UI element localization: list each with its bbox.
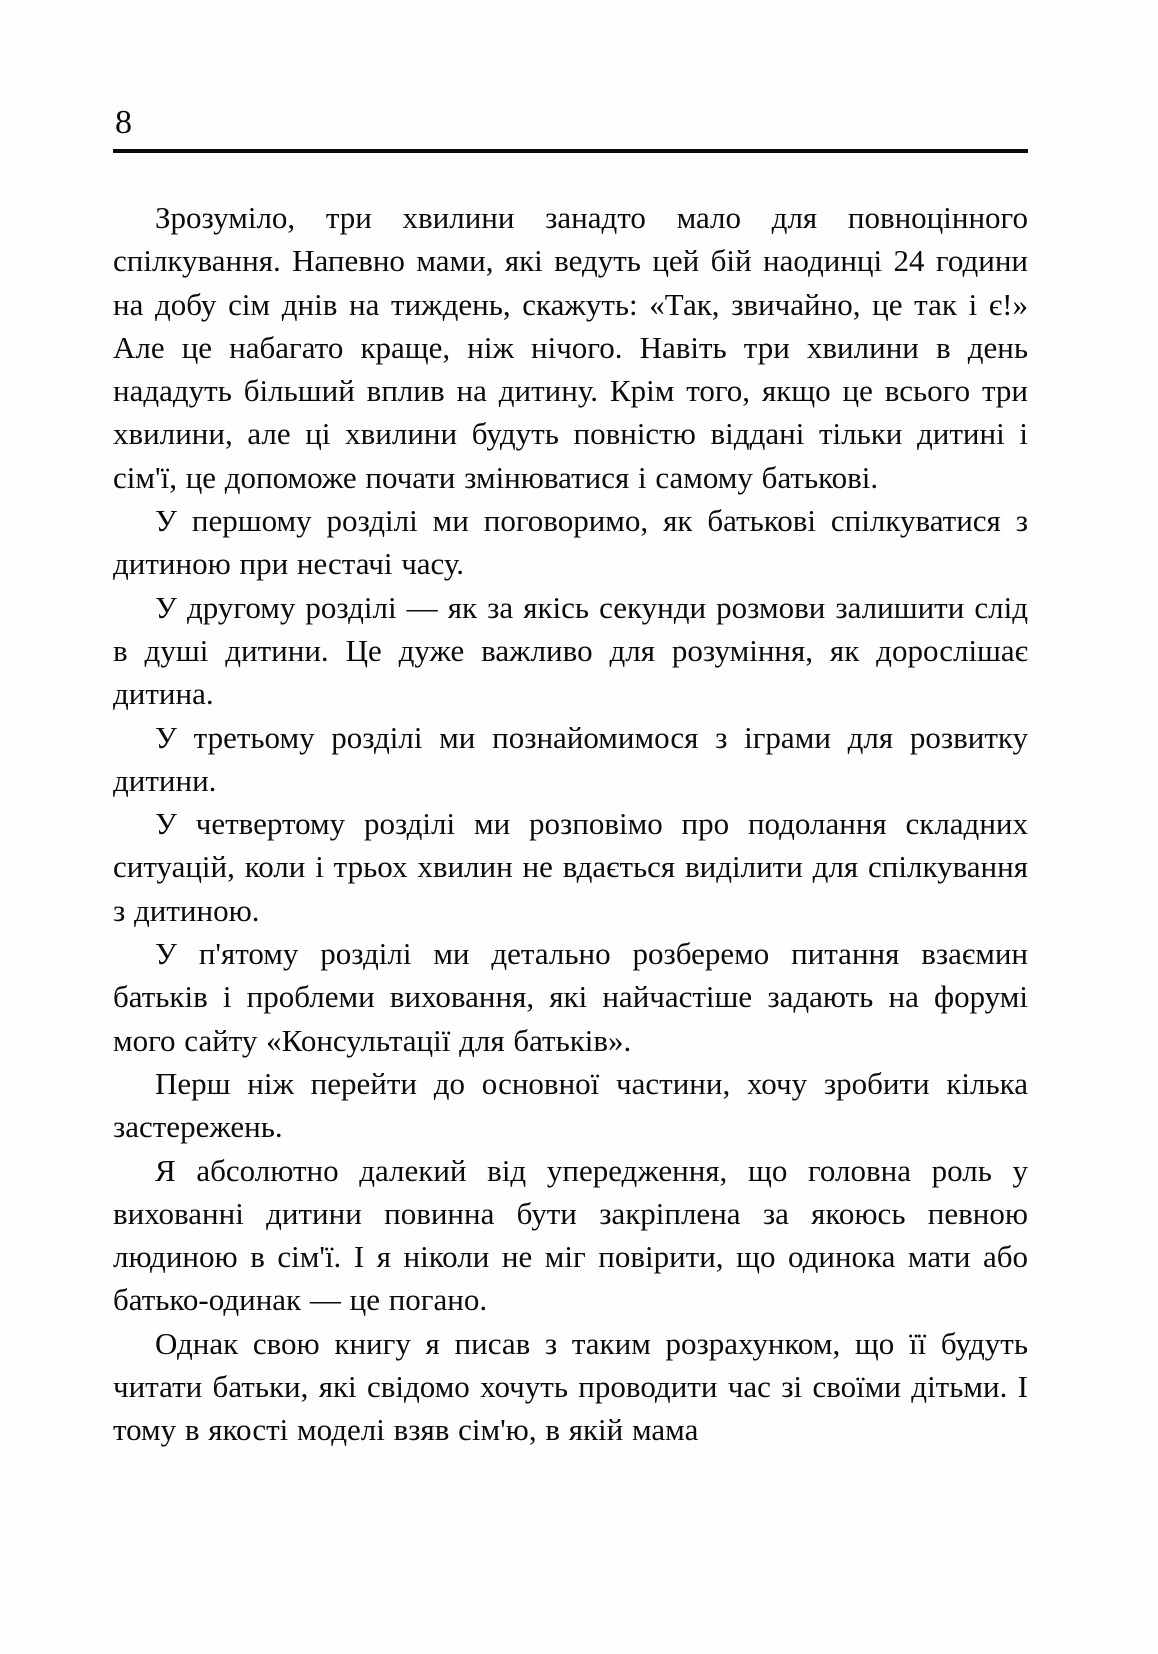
paragraph-intro: Зрозуміло, три хвилини занадто мало для повноцінного спілкування. Напевно мами, які ведуть цей бій наодинці 24 години на добу сім днів на тиждень, скажуть: «Так, звичайно, це так і є!» Але це набагато краще, ніж нічого. Навіть три хвилини в день нададуть більший вплив на дитину. Крім того, якщо це всього три хвилини, але ці хвилини будуть повністю віддані тільки дитині і сім'ї, це допоможе почати змінюватися і самому батькові. [113,200,1028,495]
header-rule [113,149,1028,153]
paragraph-chapter-1: У першому розділі ми поговоримо, як батькові спілкуватися з дитиною при нестачі часу. [113,503,1028,582]
paragraph-caveat-role: Я абсолютно далекий від упередження, що головна роль у вихованні дитини повинна бути закріплена за якоюсь певною людиною в сім'ї. І я ніколи не міг повірити, що одинока мати або батько-одинак — це погано. [113,1152,1028,1318]
page-number: 8 [115,104,133,141]
paragraph-caveat-lead: Перш ніж перейти до основної частини, хочу зробити кілька застережень. [113,1065,1028,1145]
paragraph-chapter-5: У п'ятому розділі ми детально розберемо питання взаємин батьків і проблеми виховання, які найчастіше задають на форумі мого сайту «Консультації для батьків». [113,936,1028,1058]
body-text [113,196,1028,1452]
paragraph-chapter-3: У третьому розділі ми познайомимося з іграми для розвитку дитини. [113,719,1028,798]
paragraph-chapter-4: У четвертому розділі ми розповімо про подолання складних ситуацій, коли і трьох хвилин не вдається виділити для спілкування з дитиною. [113,806,1028,928]
paragraph-model-family: Однак свою книгу я писав з таким розрахунком, що її будуть читати батьки, які свідомо хочуть проводити час зі своїми дітьми. І тому в якості моделі взяв сім'ю, в якій мама [113,1325,1028,1448]
paragraph-chapter-2: У другому розділі — як за якісь секунди розмови залишити слід в душі дитини. Це дуже важливо для розуміння, як дорослішає дитина. [113,589,1028,712]
page-header [113,0,1028,153]
